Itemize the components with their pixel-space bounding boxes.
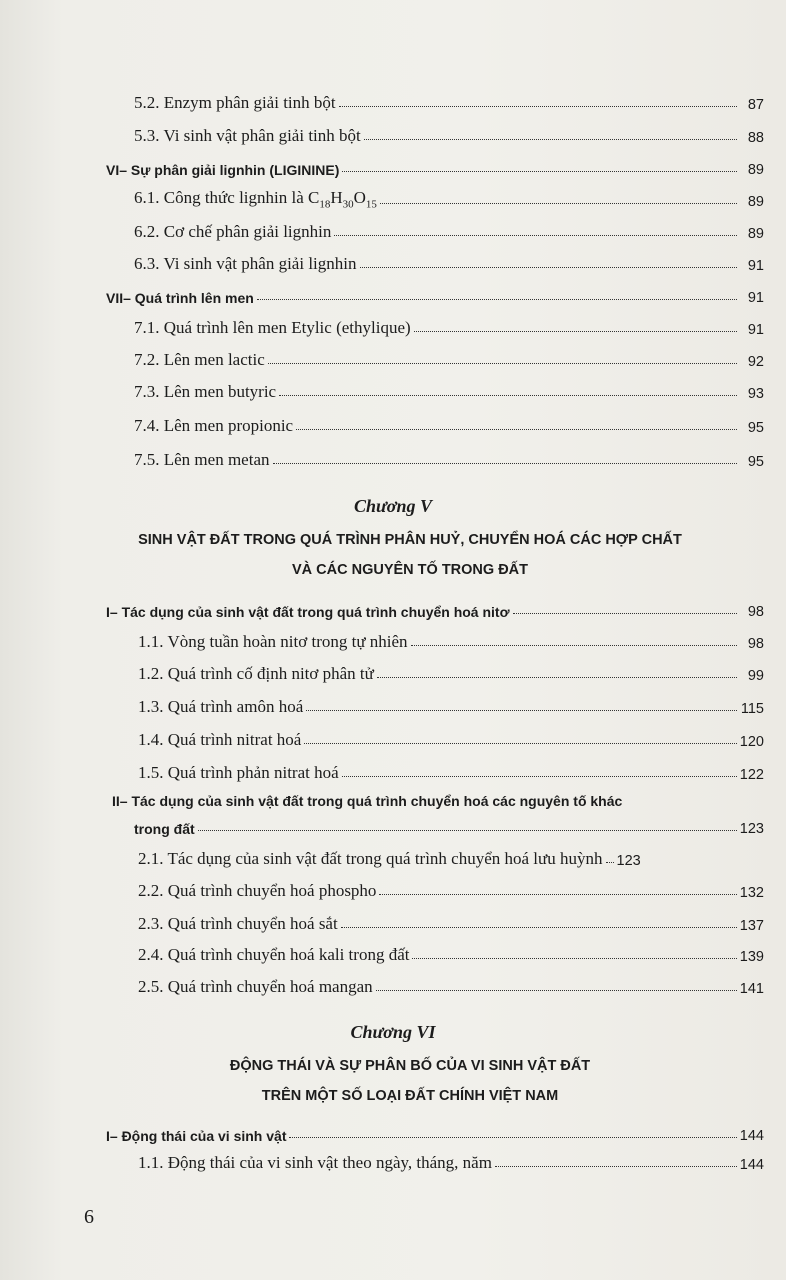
toc-entry[interactable] <box>134 186 764 210</box>
toc-section-page: 89 <box>747 162 764 178</box>
toc-entry-label: 5.3. Vi sinh vật phân giải tinh bột <box>134 126 361 145</box>
toc-entry[interactable] <box>138 660 764 684</box>
dot-leader <box>606 862 614 863</box>
toc-section[interactable] <box>106 1120 764 1144</box>
dot-leader <box>377 677 737 678</box>
toc-entry[interactable] <box>134 89 764 113</box>
toc-entry-page: 139 <box>739 949 764 965</box>
chapter-heading: Chương VI <box>350 1022 436 1042</box>
dot-leader <box>360 267 738 268</box>
toc-section-page: 91 <box>747 290 764 306</box>
toc-entry-page: 132 <box>739 885 764 901</box>
toc-entry-label: 7.2. Lên men lactic <box>134 350 265 369</box>
dot-leader <box>268 363 737 364</box>
toc-entry-label: 2.5. Quá trình chuyển hoá mangan <box>138 977 373 996</box>
toc-section-page: 98 <box>747 604 764 620</box>
dot-leader <box>380 203 737 204</box>
toc-section[interactable] <box>106 596 764 620</box>
dot-leader <box>342 776 737 777</box>
toc-entry-label: 2.2. Quá trình chuyển hoá phospho <box>138 881 377 900</box>
toc-entry-label: 1.3. Quá trình amôn hoá <box>138 697 304 716</box>
toc-entry-page: 144 <box>739 1157 764 1173</box>
dot-leader <box>306 710 737 711</box>
toc-entry-page: 88 <box>747 130 764 146</box>
dot-leader <box>412 958 736 959</box>
toc-entry-page: 98 <box>747 636 764 652</box>
toc-entry-page: 89 <box>747 194 764 210</box>
toc-section-label: I– Tác dụng của sinh vật đất trong quá trình chuyển hoá nitơ <box>106 604 510 620</box>
dot-leader <box>411 645 737 646</box>
toc-entry-page: 122 <box>739 767 764 783</box>
toc-entry-label: 6.2. Cơ chế phân giải lignhin <box>134 222 332 241</box>
toc-entry[interactable] <box>138 845 764 869</box>
toc-entry-label: 7.4. Lên men propionic <box>134 416 294 435</box>
toc-entry-page: 137 <box>739 918 764 934</box>
toc-section[interactable] <box>134 813 764 837</box>
toc-entry-label: 2.4. Quá trình chuyển hoá kali trong đất <box>138 945 410 964</box>
toc-entry[interactable] <box>134 378 764 402</box>
toc-entry[interactable] <box>138 759 764 783</box>
toc-section-page: 123 <box>739 821 764 837</box>
toc-section-label: VI– Sự phân giải lignhin (LIGININE) <box>106 162 340 178</box>
toc-entry[interactable] <box>138 941 764 965</box>
dot-leader <box>513 613 737 614</box>
dot-leader <box>376 990 737 991</box>
chapter-heading: Chương V <box>354 496 432 516</box>
toc-entry-page: 95 <box>747 454 764 470</box>
toc-section-label: I– Động thái của vi sinh vật <box>106 1128 287 1144</box>
toc-entry-page: 91 <box>747 322 764 338</box>
toc-entry-page: 92 <box>747 354 764 370</box>
toc-entry-page: 87 <box>747 97 764 113</box>
toc-entry-label: 1.4. Quá trình nitrat hoá <box>138 730 302 749</box>
toc-entry-label: 2.3. Quá trình chuyển hoá sắt <box>138 914 338 933</box>
toc-section-label: trong đất <box>134 821 195 837</box>
toc-entry-page: 120 <box>739 734 764 750</box>
dot-leader <box>342 171 737 172</box>
toc-entry[interactable] <box>138 628 764 652</box>
chapter-title-line: VÀ CÁC NGUYÊN TỐ TRONG ĐẤT <box>291 562 529 578</box>
dot-leader <box>257 299 737 300</box>
dot-leader <box>339 106 737 107</box>
dot-leader <box>379 894 736 895</box>
toc-entry[interactable] <box>134 412 764 436</box>
toc-entry[interactable] <box>134 218 764 242</box>
toc-entry-label-formula: 6.1. Công thức lignhin là $C_{18}H_{30}O_{15}$ <box>134 187 377 210</box>
dot-leader <box>334 235 737 236</box>
toc-entry[interactable] <box>134 446 764 470</box>
toc-entry-page: 95 <box>747 420 764 436</box>
dot-leader <box>289 1137 736 1138</box>
chapter-title-line: TRÊN MỘT SỐ LOẠI ĐẤT CHÍNH VIỆT NAM <box>261 1088 559 1104</box>
dot-leader <box>273 463 738 464</box>
toc-entry-label: 2.1. Tác dụng của sinh vật đất trong quá trình chuyển hoá lưu huỳnh <box>138 849 603 868</box>
toc-section[interactable] <box>106 154 764 178</box>
page-number: 6 <box>84 1206 94 1228</box>
dot-leader <box>279 395 737 396</box>
toc-entry-label: 1.5. Quá trình phản nitrat hoá <box>138 763 339 782</box>
dot-leader <box>414 331 737 332</box>
toc-entry-page: 123 <box>616 853 641 869</box>
toc-section-label-line1[interactable]: II– Tác dụng của sinh vật đất trong quá trình chuyển hoá các nguyên tố khác <box>112 793 623 809</box>
toc-entry-label: 1.1. Vòng tuần hoàn nitơ trong tự nhiên <box>138 632 408 651</box>
toc-entry-page: 89 <box>747 226 764 242</box>
toc-section-page: 144 <box>739 1128 764 1144</box>
dot-leader <box>296 429 737 430</box>
toc-entry-label: 6.3. Vi sinh vật phân giải lignhin <box>134 254 357 273</box>
toc-entry[interactable] <box>134 250 764 274</box>
toc-entry-label: 7.1. Quá trình lên men Etylic (ethylique) <box>134 318 411 337</box>
toc-entry-label: 7.3. Lên men butyric <box>134 382 277 401</box>
dot-leader <box>364 139 737 140</box>
toc-entry-page: 91 <box>747 258 764 274</box>
chapter-title-line: SINH VẬT ĐẤT TRONG QUÁ TRÌNH PHÂN HUỶ, CHUYỂN HOÁ CÁC HỢP CHẤT <box>138 532 682 548</box>
toc-entry[interactable] <box>138 877 764 901</box>
toc-entry-label: 5.2. Enzym phân giải tinh bột <box>134 93 336 112</box>
toc-entry[interactable] <box>134 346 764 370</box>
chapter-title-line: ĐỘNG THÁI VÀ SỰ PHÂN BỐ CỦA VI SINH VẬT ĐẤT <box>229 1058 591 1074</box>
toc-entry-label: 1.2. Quá trình cố định nitơ phân tử <box>138 664 374 683</box>
toc-entry[interactable] <box>138 1149 764 1173</box>
toc-entry[interactable] <box>138 973 764 997</box>
toc-entry-page: 93 <box>747 386 764 402</box>
toc-entry[interactable] <box>134 122 764 146</box>
toc-entry-page: 115 <box>740 701 764 717</box>
dot-leader <box>495 1166 737 1167</box>
toc-section[interactable] <box>106 282 764 306</box>
toc-entry-page: 141 <box>739 981 764 997</box>
toc-entry[interactable] <box>138 910 764 934</box>
toc-section-label: VII– Quá trình lên men <box>106 290 254 306</box>
toc-entry[interactable] <box>138 693 764 717</box>
dot-leader <box>341 927 737 928</box>
toc-entry-label: 7.5. Lên men metan <box>134 450 270 469</box>
dot-leader <box>304 743 736 744</box>
toc-entry[interactable] <box>134 314 764 338</box>
toc-entry-page: 99 <box>747 668 764 684</box>
toc-entry[interactable] <box>138 726 764 750</box>
dot-leader <box>198 830 737 831</box>
toc-entry-label: 1.1. Động thái của vi sinh vật theo ngày, tháng, năm <box>138 1153 492 1172</box>
